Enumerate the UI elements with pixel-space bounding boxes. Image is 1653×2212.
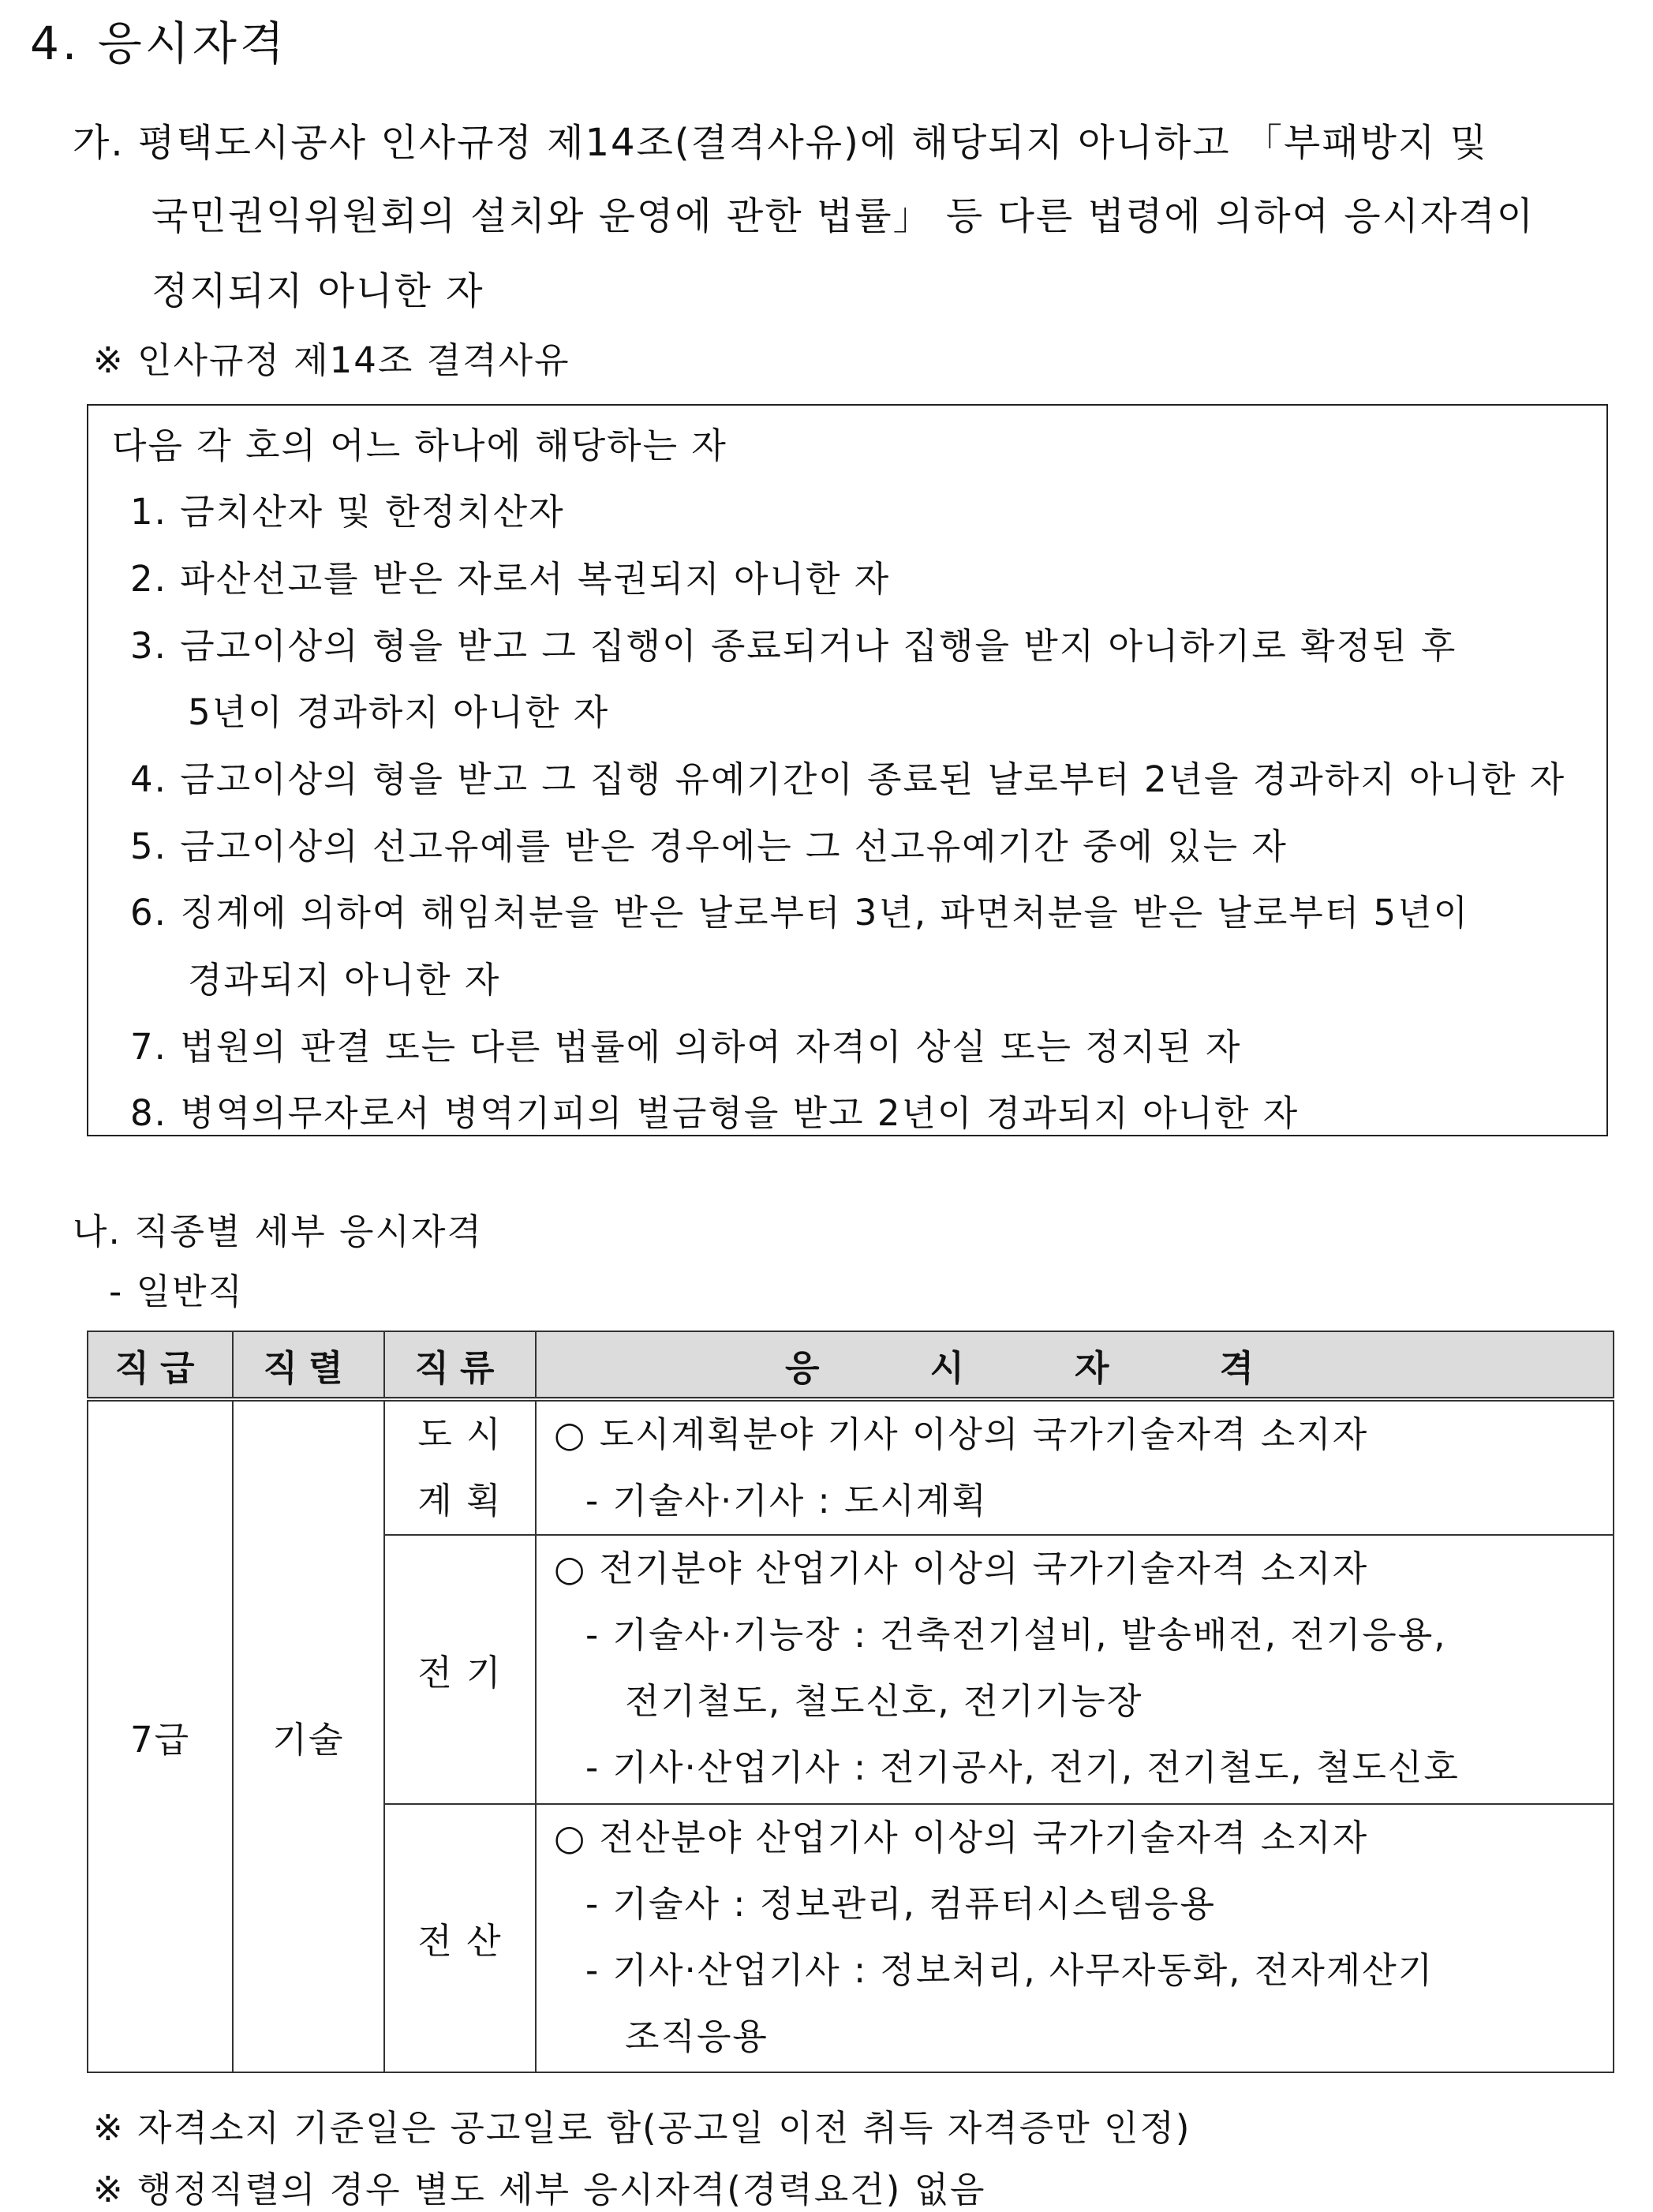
category-text: 계 획 <box>417 1480 503 1522</box>
qualification-line: ○ 전산분야 산업기사 이상의 국가기술자격 소지자 <box>554 1816 1369 1858</box>
disqualification-item: 1. 금치산자 및 한정치산자 <box>130 491 565 533</box>
qualification-line: - 기사·산업기사 : 전기공사, 전기, 전기철도, 철도신호 <box>585 1746 1460 1789</box>
eligibility-line-2: 국민권익위원회의 설치와 운영에 관한 법률」 등 다른 법령에 의하여 응시자격이 <box>151 194 1535 238</box>
section-b-subheading: - 일반직 <box>109 1271 244 1312</box>
section-b-heading: 나. 직종별 세부 응시자격 <box>73 1211 483 1252</box>
qualification-line: - 기술사 : 정보관리, 컴퓨터시스템응용 <box>585 1882 1216 1925</box>
disqualification-item-continued: 경과되지 아니한 자 <box>188 959 501 1001</box>
table-row <box>88 1399 1614 1535</box>
footnote: ※ 자격소지 기준일은 공고일로 함(공고일 이전 취득 자격증만 인정) <box>93 2107 1191 2149</box>
disqualification-item-continued: 5년이 경과하지 아니한 자 <box>188 691 610 733</box>
category-cell <box>384 1535 536 1803</box>
disqualification-item: 8. 병역의무자로서 병역기피의 벌금형을 받고 2년이 경과되지 아니한 자 <box>130 1092 1300 1134</box>
category-text: 전 산 <box>417 1920 503 1963</box>
qualification-line: 조직응용 <box>625 2015 769 2057</box>
disqualification-item: 7. 법원의 판결 또는 다른 법률에 의하여 자격이 상실 또는 정지된 자 <box>130 1026 1242 1068</box>
disqualification-item: 6. 징계에 의하여 해임처분을 받은 날로부터 3년, 파면처분을 받은 날로부터 5년이 <box>130 892 1470 934</box>
qualification-line: - 기사·산업기사 : 정보처리, 사무자동화, 전자계산기 <box>585 1948 1434 1991</box>
grade-cell: 7급 <box>88 1399 233 2072</box>
eligibility-line-1: 가. 평택도시공사 인사규정 제14조(결격사유)에 해당되지 아니하고 「부패방지 및 <box>73 121 1489 165</box>
footnote: ※ 행정직렬의 경우 별도 세부 응시자격(경력요건) 없음 <box>93 2169 986 2210</box>
header-category: 직류 <box>384 1331 536 1399</box>
category-cell <box>384 1399 536 1535</box>
disqualification-item: 3. 금고이상의 형을 받고 그 집행이 종료되거나 집행을 받지 아니하기로 확정된 후 <box>130 625 1457 667</box>
qualification-line: ○ 도시계획분야 기사 이상의 국가기술자격 소지자 <box>554 1413 1369 1455</box>
eligibility-line-3: 정지되지 아니한 자 <box>151 269 484 313</box>
disqualification-item: 2. 파산선고를 받은 자로서 복권되지 아니한 자 <box>130 558 891 600</box>
disqualification-item: 4. 금고이상의 형을 받고 그 집행 유예기간이 종료된 날로부터 2년을 경과하지 아니한 자 <box>130 758 1566 800</box>
category-text: 전 기 <box>417 1651 503 1694</box>
qualification-cell <box>536 1535 1614 1803</box>
qualification-line: 전기철도, 철도신호, 전기기능장 <box>625 1680 1143 1723</box>
qualification-cell <box>536 1804 1614 2072</box>
qualification-cell <box>536 1399 1614 1535</box>
section-title: 4. 응시자격 <box>30 17 287 70</box>
disqualification-intro: 다음 각 호의 어느 하나에 해당하는 자 <box>112 425 727 466</box>
table-header-row <box>88 1331 1614 1399</box>
category-cell <box>384 1804 536 2072</box>
qualification-line: - 기술사·기능장 : 건축전기설비, 발송배전, 전기응용, <box>585 1614 1447 1656</box>
series-cell: 기술 <box>233 1399 384 2072</box>
header-grade: 직급 <box>88 1331 233 1399</box>
header-series: 직렬 <box>233 1331 384 1399</box>
qualification-line: - 기술사·기사 : 도시계획 <box>585 1480 988 1521</box>
disqualification-item: 5. 금고이상의 선고유예를 받은 경우에는 그 선고유예기간 중에 있는 자 <box>130 825 1288 867</box>
header-qualification: 응시자격 <box>536 1331 1614 1399</box>
qualifications-table <box>87 1331 1614 2073</box>
category-text: 도 시 <box>417 1413 503 1456</box>
regulation-note: ※ 인사규정 제14조 결격사유 <box>93 339 570 381</box>
qualification-line: ○ 전기분야 산업기사 이상의 국가기술자격 소지자 <box>554 1548 1369 1590</box>
